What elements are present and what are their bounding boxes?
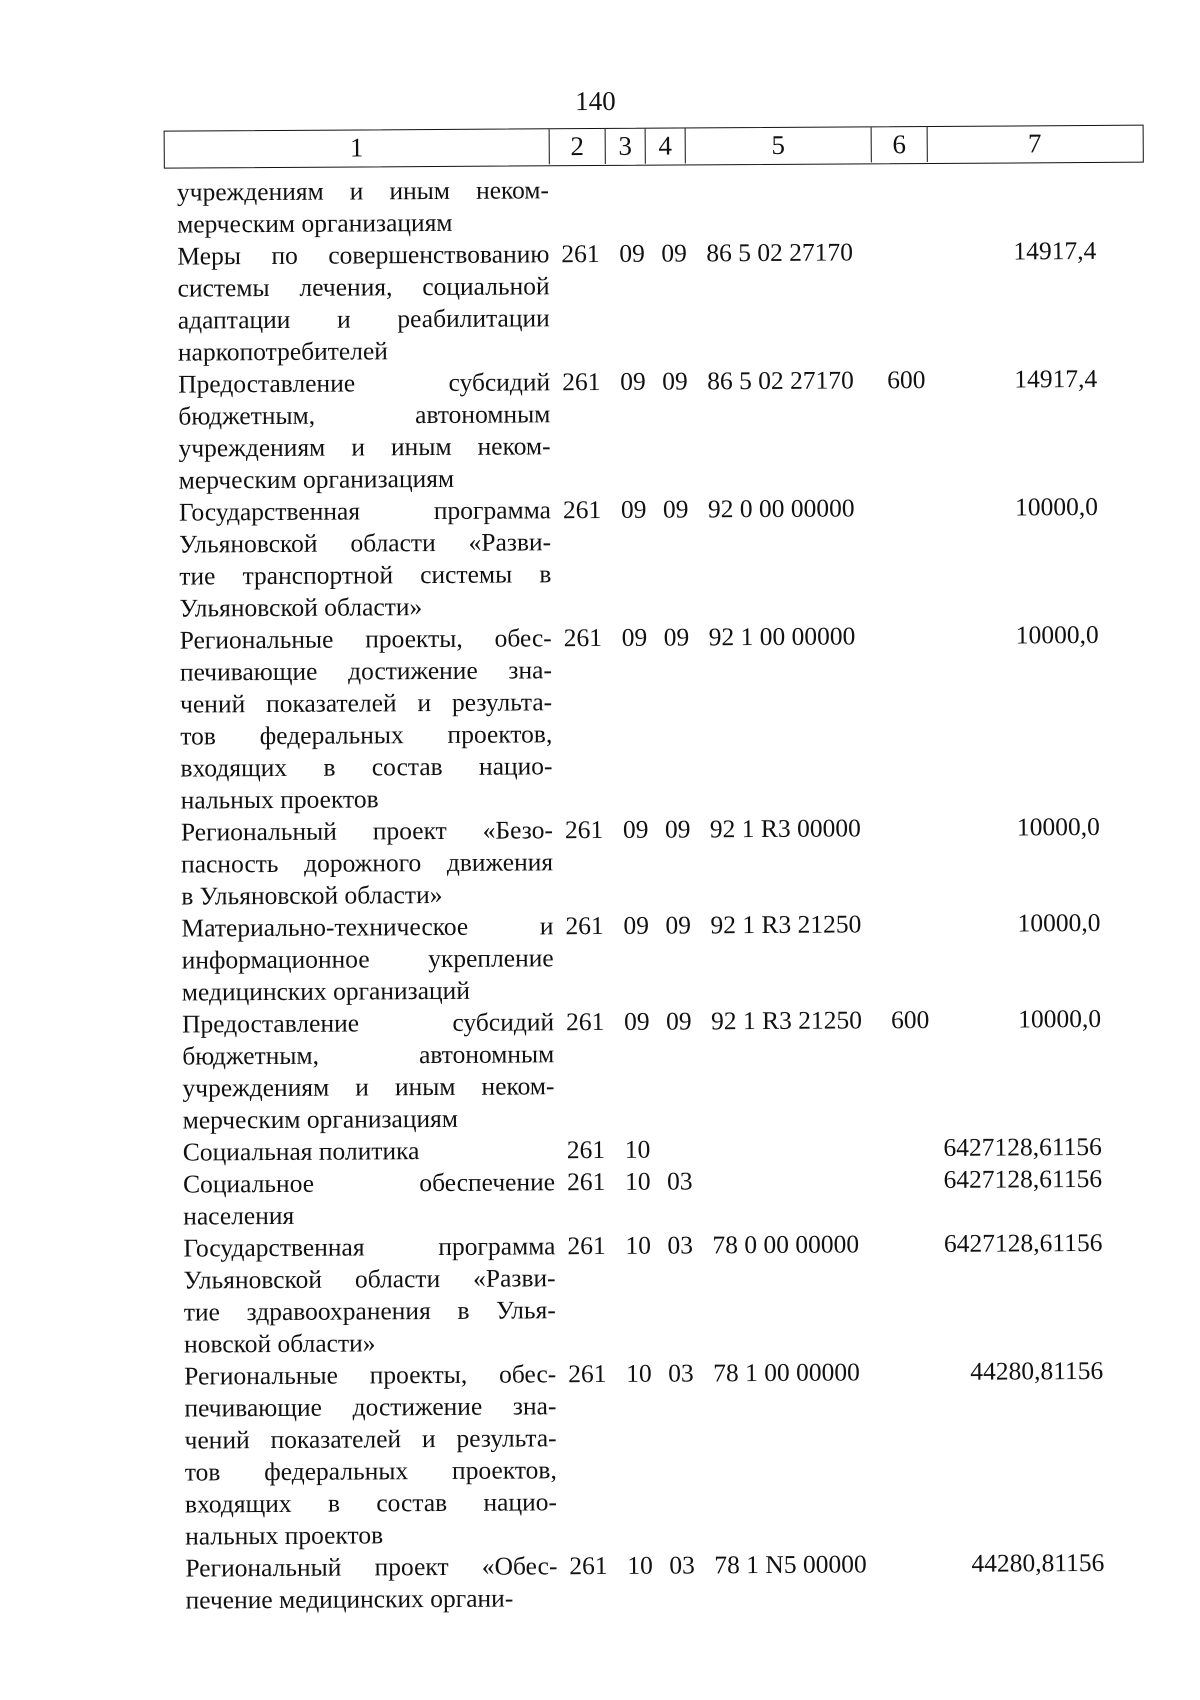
table-row (3, 1354, 1200, 1553)
row-code-c2: 261 (567, 1230, 606, 1261)
row-code-c3: 10 (624, 1166, 651, 1196)
description-line: мерческим организациям (177, 207, 453, 239)
row-code-c5: 86 5 02 27170 (707, 365, 854, 396)
row-code-c5: 92 1 00 00000 (708, 621, 856, 652)
row-code-c5: 86 5 02 27170 (706, 237, 854, 268)
description-line: чений показателей и результа- (180, 687, 553, 719)
row-code-c3: 10 (624, 1134, 651, 1164)
header-col-6: 6 (872, 127, 928, 162)
table-row (2, 1162, 1200, 1233)
row-code-c2: 261 (568, 1358, 607, 1389)
row-code-c2: 261 (566, 1134, 606, 1165)
header-col-4: 4 (646, 128, 686, 163)
row-code-c6: 600 (887, 365, 926, 395)
row-code-c4: 03 (667, 1230, 694, 1260)
row-amount: 14917,4 (1013, 235, 1097, 266)
description-line: учреждениям и иным неком- (182, 1071, 555, 1103)
row-code-c2: 261 (566, 1166, 606, 1197)
description-line: нальных проектов (185, 1520, 384, 1551)
description-line: Ульяновской области «Разви- (179, 527, 552, 559)
description-line: Государственная программа (183, 1231, 556, 1263)
row-code-c4: 09 (664, 814, 691, 844)
row-description (181, 814, 554, 912)
row-amount: 14917,4 (1014, 363, 1098, 394)
row-code-c5: 92 1 R3 00000 (709, 813, 861, 844)
description-line: Региональные проекты, обес- (184, 1359, 557, 1391)
table-row (0, 810, 1200, 913)
description-line: пасность дорожного движения (181, 847, 554, 879)
row-description (181, 910, 554, 1008)
row-amount: 44280,81156 (971, 1547, 1105, 1578)
row-description (184, 1358, 557, 1552)
row-code-c3: 09 (623, 1006, 650, 1036)
table-row (0, 490, 1199, 625)
description-line: Региональный проект «Обес- (185, 1551, 558, 1583)
description-line: медицинских организаций (181, 975, 471, 1007)
row-code-c4: 03 (668, 1358, 694, 1388)
row-code-c3: 09 (623, 910, 650, 940)
row-code-c6: 600 (890, 1004, 930, 1035)
page-number: 140 (575, 85, 616, 117)
table-row (0, 234, 1197, 369)
row-code-c4: 09 (663, 622, 690, 652)
description-line: Материально-техническое и (181, 911, 554, 943)
description-line: Ульяновской области «Разви- (183, 1263, 556, 1295)
table-row (4, 1546, 1200, 1617)
description-line: печивающие достижение зна- (179, 655, 552, 687)
table-row (1, 1002, 1200, 1137)
row-code-c2: 261 (561, 238, 600, 269)
row-code-c2: 261 (565, 910, 604, 941)
description-line: мерческим организациям (182, 1103, 459, 1135)
description-line: тие здравоохранения в Улья- (183, 1295, 556, 1327)
description-line: учреждениям и иным неком- (178, 431, 551, 463)
table-row (2, 1226, 1200, 1361)
header-col-7: 7 (1027, 128, 1042, 159)
row-code-c4: 03 (669, 1550, 695, 1580)
row-description (182, 1006, 555, 1136)
description-line: входящих в состав нацио- (180, 751, 553, 783)
row-code-c2: 261 (563, 622, 603, 653)
header-col-1: 1 (165, 129, 550, 166)
row-description (177, 174, 549, 240)
row-code-c5: 92 1 R3 21250 (710, 1005, 863, 1036)
description-line: новской области» (183, 1328, 376, 1359)
table-header (164, 125, 1144, 169)
description-line: Меры по совершенствованию (177, 239, 550, 271)
description-line: бюджетным, автономным (182, 1039, 555, 1071)
description-line: населения (183, 1200, 295, 1231)
description-line: Социальное обеспечение (182, 1167, 556, 1199)
row-code-c2: 261 (564, 814, 604, 845)
row-code-c3: 10 (627, 1550, 653, 1580)
row-code-c5: 92 1 R3 21250 (710, 909, 862, 940)
row-description (185, 1550, 557, 1616)
description-line: Ульяновской области» (179, 592, 423, 623)
description-line: адаптации и реабилитации (177, 303, 550, 335)
row-code-c3: 10 (626, 1358, 652, 1388)
row-code-c3: 09 (619, 238, 645, 268)
description-line: бюджетным, автономным (178, 399, 551, 431)
description-line: Государственная программа (178, 495, 552, 527)
row-code-c2: 261 (569, 1550, 608, 1581)
row-code-c2: 261 (562, 494, 602, 525)
row-code-c5: 92 0 00 00000 (707, 493, 855, 524)
header-col-2: 2 (550, 129, 606, 164)
row-amount: 6427128,61156 (943, 1163, 1103, 1194)
row-code-c5: 78 1 N5 00000 (714, 1549, 867, 1580)
row-code-c4: 09 (661, 238, 687, 268)
table-body (0, 170, 1200, 1617)
description-line: входящих в состав нацио- (184, 1487, 558, 1519)
row-code-c4: 09 (665, 1006, 692, 1036)
row-amount: 10000,0 (1016, 811, 1100, 842)
description-line: информационное укрепление (181, 943, 554, 975)
table-row (0, 170, 1196, 241)
row-amount: 10000,0 (1015, 619, 1099, 650)
description-line: в Ульяновской области» (181, 879, 443, 911)
row-amount: 10000,0 (1014, 491, 1099, 522)
row-code-c2: 261 (562, 366, 601, 397)
description-line: мерческим организациям (178, 463, 455, 495)
row-code-c3: 09 (620, 366, 646, 396)
description-line: Региональные проекты, обес- (179, 623, 552, 655)
row-code-c5: 78 0 00 00000 (712, 1229, 860, 1260)
description-line: системы лечения, социальной (177, 271, 550, 303)
description-line: печивающие достижение зна- (184, 1391, 557, 1423)
row-amount: 44280,81156 (970, 1355, 1104, 1386)
row-amount: 10000,0 (1017, 907, 1101, 938)
row-description (178, 366, 551, 496)
description-line: наркопотребителей (177, 336, 388, 367)
row-amount: 6427128,61156 (943, 1227, 1103, 1258)
header-col-5: 5 (686, 127, 872, 163)
description-line: Предоставление субсидий (181, 1007, 555, 1039)
description-line: тие транспортной системы в (179, 559, 552, 591)
row-code-c4: 03 (666, 1166, 693, 1196)
row-code-c4: 09 (662, 366, 688, 396)
description-line: учреждениям и иным неком- (176, 175, 550, 207)
row-code-c3: 09 (621, 622, 648, 652)
description-line: чений показателей и результа- (184, 1423, 557, 1455)
description-line: нальных проектов (180, 784, 379, 815)
row-code-c3: 10 (625, 1230, 652, 1260)
description-line: Предоставление субсидий (178, 367, 551, 399)
table-row (0, 618, 1200, 817)
row-description (183, 1230, 556, 1360)
row-code-c2: 261 (565, 1006, 605, 1037)
row-code-c3: 09 (620, 494, 647, 524)
row-code-c4: 09 (665, 910, 692, 940)
row-description (180, 622, 553, 816)
table-row (0, 906, 1200, 1009)
description-line: тов федеральных проектов, (184, 1455, 557, 1487)
row-code-c5: 78 1 00 00000 (713, 1357, 860, 1388)
row-description (177, 238, 550, 368)
row-description (179, 494, 552, 624)
description-line: Социальная политика (182, 1136, 420, 1167)
row-description (183, 1166, 555, 1232)
row-code-c4: 09 (662, 494, 689, 524)
row-amount: 10000,0 (1018, 1003, 1102, 1034)
description-line: тов федеральных проектов, (180, 719, 553, 751)
table-row (0, 362, 1198, 497)
description-line: Региональный проект «Безо- (180, 815, 553, 847)
row-code-c3: 09 (622, 814, 649, 844)
row-amount: 6427128,61156 (943, 1131, 1102, 1162)
description-line: печение медицинских органи- (185, 1583, 514, 1615)
row-description (183, 1134, 555, 1168)
header-col-3: 3 (606, 129, 646, 164)
